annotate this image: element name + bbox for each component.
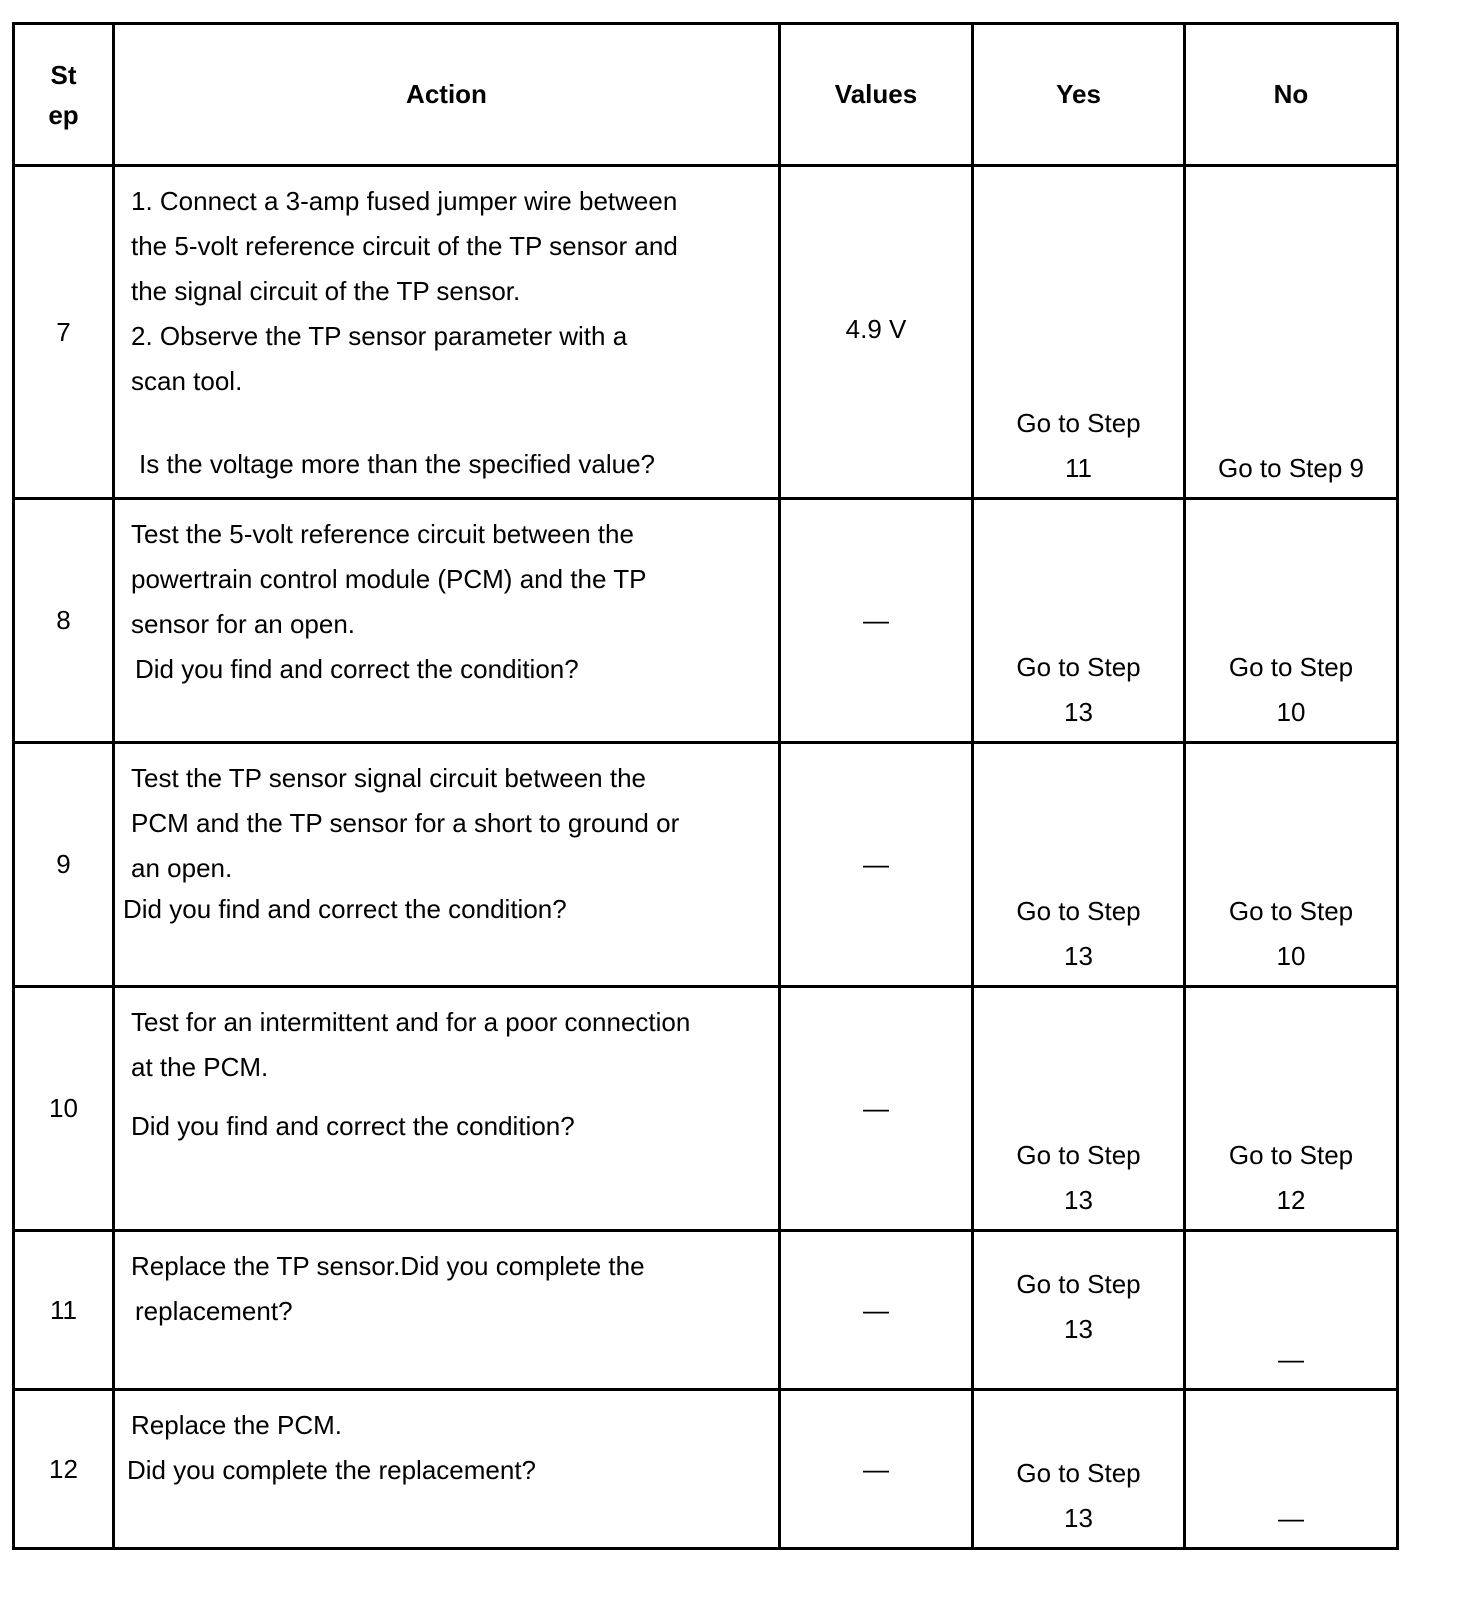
no-cell: [1185, 743, 1398, 987]
no-step-number: 12: [1276, 1185, 1306, 1215]
action-cell: [114, 1390, 780, 1549]
no-cell: [1185, 499, 1398, 743]
header-step-line2: ep: [48, 99, 79, 130]
no-cell: [1185, 166, 1398, 499]
action-line: Replace the TP sensor.Did you complete the: [131, 1251, 645, 1281]
step-cell: 12: [14, 1390, 114, 1549]
action-cell: [114, 499, 780, 743]
yes-step-number: 11: [1065, 453, 1092, 483]
step-cell: 9: [14, 743, 114, 987]
no-text: Go to Step: [1228, 1140, 1354, 1170]
action-line: 2. Observe the TP sensor parameter with a: [131, 321, 628, 351]
action-line: Replace the PCM.: [131, 1410, 342, 1440]
action-question: Did you complete the replacement?: [127, 1455, 537, 1485]
no-dash: —: [1278, 1344, 1304, 1374]
yes-text: Go to Step: [1016, 408, 1141, 438]
action-cell: [114, 166, 780, 499]
action-line: the signal circuit of the TP sensor.: [131, 276, 521, 306]
yes-text: Go to Step: [1016, 1269, 1141, 1299]
no-dash: —: [1278, 1503, 1304, 1533]
action-line: replacement?: [135, 1296, 293, 1326]
action-line: 1. Connect a 3-amp fused jumper wire between: [131, 186, 678, 216]
step-cell: 8: [14, 499, 114, 743]
action-line: scan tool.: [131, 366, 243, 396]
no-cell: [1185, 1390, 1398, 1549]
value-cell: —: [780, 743, 973, 987]
step-cell: 10: [14, 987, 114, 1231]
action-line: at the PCM.: [131, 1052, 269, 1082]
value-cell: 4.9 V: [780, 166, 973, 499]
yes-cell: [973, 987, 1185, 1231]
action-question: Is the voltage more than the specified value?: [139, 449, 655, 479]
no-text: Go to Step: [1228, 896, 1354, 926]
table-row: [14, 743, 1398, 987]
action-line: Test for an intermittent and for a poor connection: [131, 1007, 691, 1037]
value-cell: —: [780, 1231, 973, 1390]
step-cell: 7: [14, 166, 114, 499]
no-cell: [1185, 1231, 1398, 1390]
yes-cell: [973, 499, 1185, 743]
yes-cell: [973, 166, 1185, 499]
action-line: an open.: [131, 853, 233, 883]
yes-step-number: 13: [1064, 1314, 1093, 1344]
action-cell: [114, 987, 780, 1231]
yes-cell: [973, 743, 1185, 987]
diagnostic-table: [12, 22, 1399, 1550]
table-row: [14, 499, 1398, 743]
step-cell: 11: [14, 1231, 114, 1390]
value-cell: —: [780, 499, 973, 743]
yes-cell: [973, 1390, 1185, 1549]
action-question: Did you find and correct the condition?: [123, 894, 567, 924]
action-question: Did you find and correct the condition?: [131, 1111, 575, 1141]
no-text: Go to Step: [1228, 652, 1354, 682]
action-line: PCM and the TP sensor for a short to ground or: [131, 808, 680, 838]
yes-step-number: 13: [1064, 941, 1093, 971]
no-text: Go to Step 9: [1218, 453, 1364, 483]
table-row: [14, 1390, 1398, 1549]
no-step-number: 10: [1276, 697, 1306, 727]
header-yes: Yes: [973, 24, 1185, 166]
header-step: [14, 24, 114, 166]
yes-step-number: 13: [1064, 697, 1093, 727]
table-row: [14, 166, 1398, 499]
action-line: Test the 5-volt reference circuit between the: [131, 519, 634, 549]
header-step-line1: St: [50, 59, 77, 90]
header-no: No: [1185, 24, 1398, 166]
yes-text: Go to Step: [1016, 1458, 1141, 1488]
header-action: Action: [114, 24, 780, 166]
action-question: Did you find and correct the condition?: [135, 654, 579, 684]
table-row: [14, 1231, 1398, 1390]
no-cell: [1185, 987, 1398, 1231]
no-step-number: 10: [1276, 941, 1306, 971]
action-cell: [114, 743, 780, 987]
action-cell: [114, 1231, 780, 1390]
table-row: [14, 987, 1398, 1231]
yes-text: Go to Step: [1016, 896, 1141, 926]
value-cell: —: [780, 1390, 973, 1549]
header-values: Values: [780, 24, 973, 166]
yes-step-number: 13: [1064, 1503, 1093, 1533]
yes-step-number: 13: [1064, 1185, 1093, 1215]
yes-text: Go to Step: [1016, 652, 1141, 682]
yes-cell: [973, 1231, 1185, 1390]
value-cell: —: [780, 987, 973, 1231]
yes-text: Go to Step: [1016, 1140, 1141, 1170]
header-row: [14, 24, 1398, 166]
action-line: Test the TP sensor signal circuit between the: [131, 763, 646, 793]
action-line: sensor for an open.: [131, 609, 356, 639]
action-line: the 5-volt reference circuit of the TP sensor and: [131, 231, 678, 261]
action-line: powertrain control module (PCM) and the TP: [131, 564, 647, 594]
